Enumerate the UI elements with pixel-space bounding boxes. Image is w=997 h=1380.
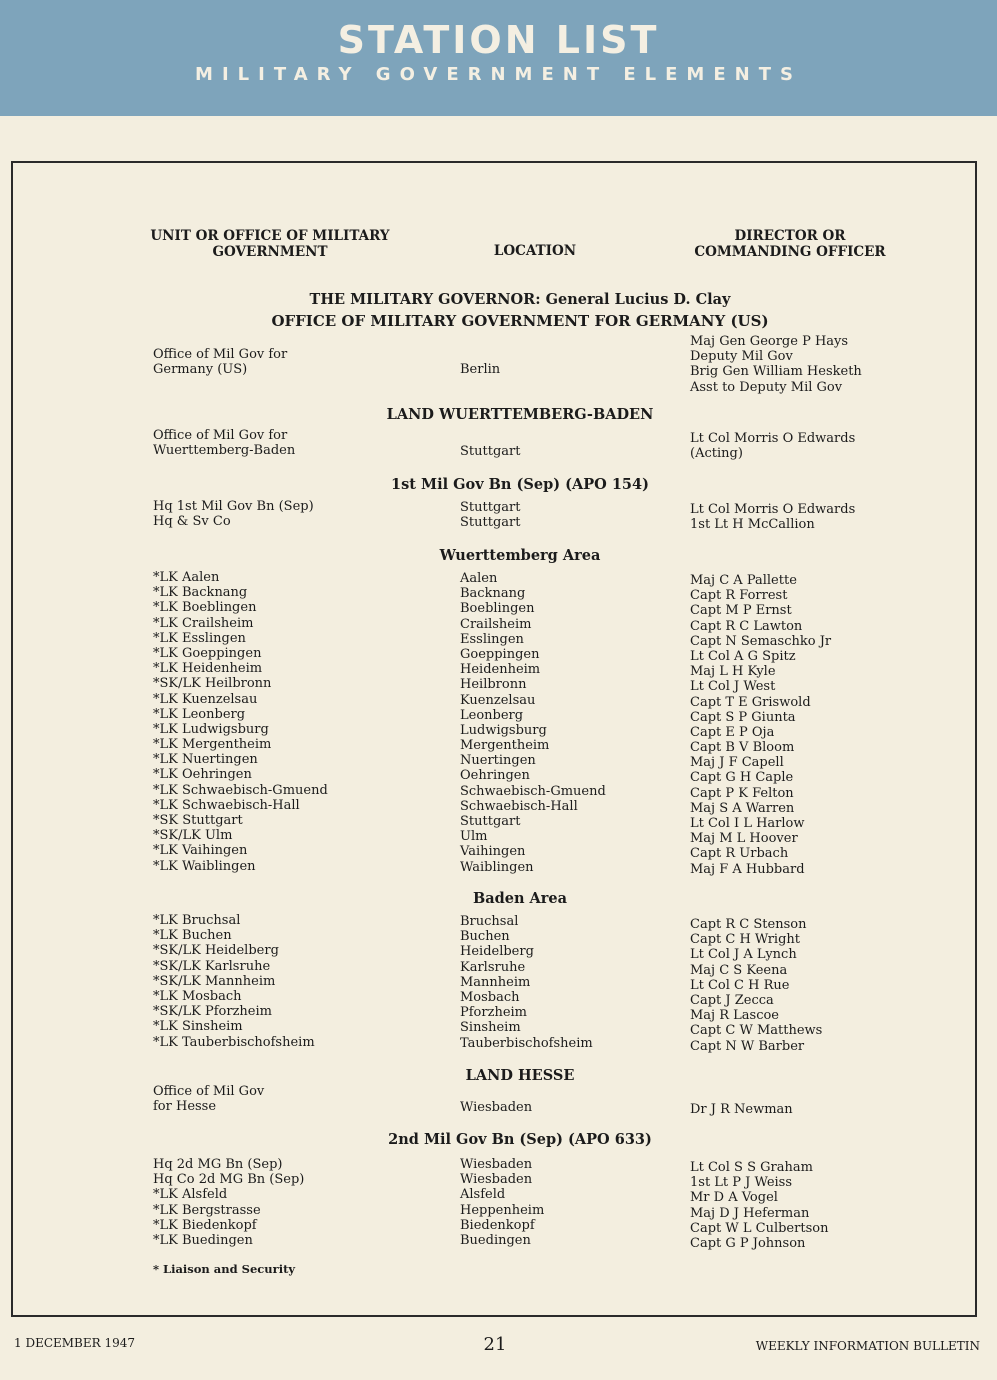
list-item: Hq & Sv Co bbox=[153, 514, 231, 530]
list-item: *LK Waiblingen bbox=[153, 858, 256, 874]
list-item: Esslingen bbox=[460, 631, 524, 647]
list-item: Hq 2d MG Bn (Sep) bbox=[153, 1157, 283, 1172]
wuerttemberg-locations bbox=[460, 571, 606, 875]
list-item: Alsfeld bbox=[460, 1187, 506, 1203]
list-item: Lt Col I L Harlow bbox=[690, 816, 805, 831]
list-item: Capt W L Culbertson bbox=[690, 1220, 829, 1236]
baden-units bbox=[153, 913, 315, 1050]
list-item: Lt Col C H Rue bbox=[690, 977, 790, 993]
list-item: *SK Stuttgart bbox=[153, 813, 243, 828]
list-item: Capt G P Johnson bbox=[690, 1235, 806, 1251]
list-item: Vaihingen bbox=[460, 844, 526, 860]
list-item: Maj C A Pallette bbox=[690, 573, 797, 588]
column-header-director: DIRECTOR OR COMMANDING OFFICER bbox=[694, 228, 886, 260]
banner-title: STATION LIST bbox=[337, 18, 660, 62]
section-heading: LAND WUERTTEMBERG-BADEN bbox=[386, 406, 654, 423]
wuerttemberg-directors bbox=[690, 573, 831, 877]
list-item: Aalen bbox=[460, 571, 498, 586]
list-item: *LK Bruchsal bbox=[153, 913, 241, 928]
list-item: Heidelberg bbox=[460, 944, 534, 960]
list-item: Backnang bbox=[460, 586, 526, 602]
list-item: *LK Heidenheim bbox=[153, 661, 263, 677]
omgus-unit bbox=[153, 347, 287, 377]
text-line: for Hesse bbox=[153, 1099, 217, 1115]
list-item: Capt S P Giunta bbox=[690, 709, 796, 725]
section-heading: LAND HESSE bbox=[465, 1067, 575, 1084]
list-item: Lt Col S S Graham bbox=[690, 1160, 813, 1175]
list-item: Maj F A Hubbard bbox=[690, 861, 805, 877]
list-item: *LK Vaihingen bbox=[153, 843, 248, 859]
list-item: *LK Buchen bbox=[153, 928, 232, 944]
list-item: Stuttgart bbox=[460, 500, 521, 515]
list-item: Heppenheim bbox=[460, 1202, 545, 1218]
list-item: Nuertingen bbox=[460, 753, 536, 769]
list-item: Ulm bbox=[460, 829, 488, 845]
list-item: Kuenzelsau bbox=[460, 692, 536, 708]
list-item: *LK Aalen bbox=[153, 570, 220, 585]
text-line: Office of Mil Gov bbox=[153, 1084, 265, 1099]
publication-title: WEEKLY INFORMATION BULLETIN bbox=[755, 1339, 980, 1353]
list-item: Capt R C Lawton bbox=[690, 618, 803, 634]
text-line: Deputy Mil Gov bbox=[690, 349, 793, 365]
bn2-locations bbox=[460, 1157, 544, 1248]
list-item: Capt G H Caple bbox=[690, 770, 794, 786]
column-header-unit: UNIT OR OFFICE OF MILITARY GOVERNMENT bbox=[150, 228, 390, 260]
list-item: Mr D A Vogel bbox=[690, 1190, 778, 1206]
list-item: *LK Goeppingen bbox=[153, 645, 262, 661]
wb-location: Stuttgart bbox=[460, 444, 521, 459]
list-item: Pforzheim bbox=[460, 1005, 527, 1021]
bn1-units bbox=[153, 499, 314, 529]
footnote: * Liaison and Security bbox=[153, 1262, 296, 1276]
list-item: Heidenheim bbox=[460, 662, 541, 678]
list-item: Lt Col J A Lynch bbox=[690, 947, 797, 963]
wuerttemberg-units bbox=[153, 570, 328, 874]
list-item: Crailsheim bbox=[460, 616, 532, 632]
text-line: Office of Mil Gov for bbox=[153, 428, 288, 443]
list-item: *SK/LK Pforzheim bbox=[153, 1004, 272, 1020]
omgus-heading: OFFICE OF MILITARY GOVERNMENT FOR GERMANY (US) bbox=[271, 312, 769, 330]
list-item: *LK Ludwigsburg bbox=[153, 721, 269, 737]
bn1-directors bbox=[690, 502, 855, 532]
list-item: Stuttgart bbox=[460, 515, 521, 531]
list-item: Capt J Zecca bbox=[690, 992, 774, 1008]
list-item: Capt R Forrest bbox=[690, 588, 788, 604]
list-item: Capt R Urbach bbox=[690, 846, 789, 862]
list-item: Heilbronn bbox=[460, 677, 527, 693]
list-item: *LK Schwaebisch-Gmuend bbox=[153, 782, 328, 798]
list-item: Maj C S Keena bbox=[690, 962, 788, 978]
list-item: Lt Col A G Spitz bbox=[690, 648, 796, 664]
list-item: Maj S A Warren bbox=[690, 800, 795, 816]
list-item: Boeblingen bbox=[460, 601, 535, 617]
list-item: Karlsruhe bbox=[460, 959, 526, 975]
text-line: Lt Col Morris O Edwards bbox=[690, 431, 856, 446]
text-line: Brig Gen William Hesketh bbox=[690, 364, 862, 380]
hesse-director: Dr J R Newman bbox=[690, 1102, 793, 1117]
list-item: Sinsheim bbox=[460, 1020, 521, 1036]
list-item: *SK/LK Heidelberg bbox=[153, 943, 279, 959]
list-item: *LK Nuertingen bbox=[153, 752, 258, 768]
list-item: Wiesbaden bbox=[460, 1157, 533, 1172]
list-item: *LK Tauberbischofsheim bbox=[153, 1034, 315, 1050]
column-header-location: LOCATION bbox=[493, 243, 577, 259]
list-item: *LK Kuenzelsau bbox=[153, 691, 258, 707]
list-item: *LK Alsfeld bbox=[153, 1187, 228, 1203]
list-item: Buedingen bbox=[460, 1232, 531, 1248]
list-item: Maj D J Heferman bbox=[690, 1205, 810, 1221]
list-item: Capt M P Ernst bbox=[690, 603, 792, 619]
list-item: Wiesbaden bbox=[460, 1172, 533, 1188]
list-item: Biedenkopf bbox=[460, 1217, 535, 1233]
section-heading: 1st Mil Gov Bn (Sep) (APO 154) bbox=[391, 476, 649, 493]
list-item: Capt T E Griswold bbox=[690, 694, 811, 710]
list-item: Maj M L Hoover bbox=[690, 831, 798, 847]
list-item: Lt Col J West bbox=[690, 679, 776, 695]
list-item: Mosbach bbox=[460, 989, 520, 1005]
section-heading: Wuerttemberg Area bbox=[439, 547, 601, 564]
list-item: Waiblingen bbox=[460, 859, 534, 875]
list-item: *LK Schwaebisch-Hall bbox=[153, 797, 300, 813]
section-heading: Baden Area bbox=[472, 890, 568, 907]
list-item: Maj L H Kyle bbox=[690, 664, 776, 680]
list-item: Oehringen bbox=[460, 768, 530, 784]
wb-director bbox=[690, 431, 855, 461]
text-line: Germany (US) bbox=[153, 362, 248, 378]
list-item: Capt R C Stenson bbox=[690, 917, 807, 932]
list-item: Lt Col Morris O Edwards bbox=[690, 502, 856, 517]
governor-heading: THE MILITARY GOVERNOR: General Lucius D. Clay bbox=[309, 291, 731, 308]
footer-date: 1 DECEMBER 1947 bbox=[14, 1336, 136, 1350]
list-item: *LK Mergentheim bbox=[153, 737, 272, 753]
list-item: Hq 1st Mil Gov Bn (Sep) bbox=[153, 499, 314, 514]
text-line: Wuerttemberg-Baden bbox=[153, 443, 296, 459]
page-number: 21 bbox=[483, 1334, 507, 1355]
baden-directors bbox=[690, 917, 822, 1054]
list-item: *LK Backnang bbox=[153, 585, 248, 601]
list-item: Hq Co 2d MG Bn (Sep) bbox=[153, 1172, 305, 1188]
bn2-units bbox=[153, 1157, 304, 1248]
list-item: *LK Sinsheim bbox=[153, 1019, 243, 1035]
hesse-unit bbox=[153, 1084, 264, 1114]
wb-unit bbox=[153, 428, 295, 458]
list-item: Ludwigsburg bbox=[460, 722, 547, 738]
text-line: Maj Gen George P Hays bbox=[690, 334, 849, 349]
text-line: Asst to Deputy Mil Gov bbox=[690, 379, 843, 395]
list-item: *LK Crailsheim bbox=[153, 615, 254, 631]
list-item: Capt C H Wright bbox=[690, 932, 800, 948]
baden-locations bbox=[460, 914, 593, 1051]
list-item: Capt N Semaschko Jr bbox=[690, 633, 832, 649]
list-item: Capt B V Bloom bbox=[690, 740, 795, 756]
bn2-directors bbox=[690, 1160, 828, 1251]
list-item: 1st Lt H McCallion bbox=[690, 517, 815, 533]
list-item: Capt P K Felton bbox=[690, 785, 794, 801]
list-item: *SK/LK Ulm bbox=[153, 828, 233, 844]
list-item: Buchen bbox=[460, 929, 510, 945]
list-item: Mannheim bbox=[460, 974, 531, 990]
hesse-location: Wiesbaden bbox=[460, 1100, 533, 1115]
list-item: Tauberbischofsheim bbox=[460, 1035, 593, 1051]
list-item: Maj R Lascoe bbox=[690, 1008, 780, 1024]
omgus-location: Berlin bbox=[460, 362, 501, 377]
list-item: *LK Biedenkopf bbox=[153, 1217, 257, 1233]
header-banner bbox=[0, 0, 997, 116]
bn1-locations bbox=[460, 500, 520, 530]
list-item: *LK Bergstrasse bbox=[153, 1202, 261, 1218]
list-item: *LK Leonberg bbox=[153, 706, 246, 722]
text-line: (Acting) bbox=[690, 446, 743, 462]
list-item: Mergentheim bbox=[460, 738, 550, 754]
list-item: Schwaebisch-Hall bbox=[460, 798, 578, 814]
list-item: *LK Buedingen bbox=[153, 1232, 253, 1248]
list-item: *LK Oehringen bbox=[153, 767, 252, 783]
list-item: Bruchsal bbox=[460, 914, 519, 929]
list-item: *SK/LK Heilbronn bbox=[153, 676, 272, 692]
list-item: *LK Esslingen bbox=[153, 630, 246, 646]
list-item: Stuttgart bbox=[460, 814, 521, 829]
list-item: Capt E P Oja bbox=[690, 724, 775, 740]
omgus-director bbox=[690, 334, 862, 395]
list-item: Leonberg bbox=[460, 707, 524, 723]
section-heading: 2nd Mil Gov Bn (Sep) (APO 633) bbox=[388, 1131, 652, 1148]
list-item: *SK/LK Karlsruhe bbox=[153, 958, 271, 974]
list-item: *LK Mosbach bbox=[153, 988, 242, 1004]
banner-subtitle: MILITARY GOVERNMENT ELEMENTS bbox=[195, 64, 802, 85]
text-line: Office of Mil Gov for bbox=[153, 347, 288, 362]
list-item: Capt C W Matthews bbox=[690, 1023, 823, 1039]
list-item: 1st Lt P J Weiss bbox=[690, 1175, 793, 1191]
list-item: Schwaebisch-Gmuend bbox=[460, 783, 606, 799]
list-item: Maj J F Capell bbox=[690, 755, 784, 771]
list-item: *LK Boeblingen bbox=[153, 600, 257, 616]
list-item: Capt N W Barber bbox=[690, 1038, 805, 1054]
list-item: Goeppingen bbox=[460, 646, 540, 662]
list-item: *SK/LK Mannheim bbox=[153, 973, 276, 989]
